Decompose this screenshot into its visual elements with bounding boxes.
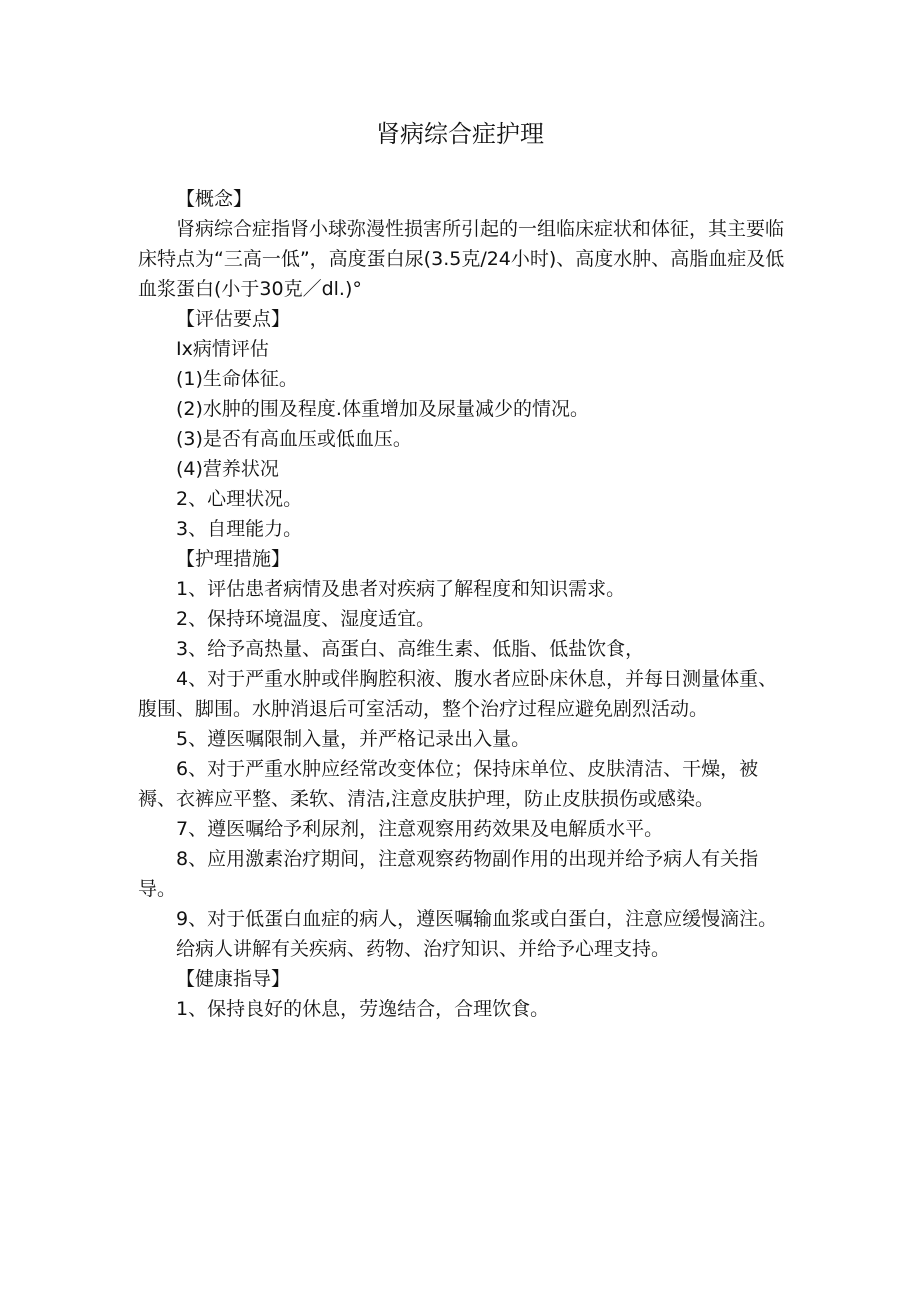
health-item: 1、保持良好的休息，劳逸结合，合理饮食。 bbox=[176, 998, 550, 1020]
nursing-heading: 【护理措施】 bbox=[176, 548, 291, 570]
document-title: 肾病综合症护理 bbox=[376, 120, 544, 148]
nursing-item: 4、对于严重水肿或伴胸腔积液、腹水者应卧床休息，并每日测量体重、腹围、脚围。水肿消退后可室活动，整个治疗过程应避免剧烈活动。 bbox=[138, 668, 778, 720]
assessment-item: (3)是否有高血压或低血压。 bbox=[176, 428, 412, 450]
nursing-item: 6、对于严重水肿应经常改变体位；保持床单位、皮肤清洁、干燥，被褥、衣裤应平整、柔软、清洁,注意皮肤护理，防止皮肤损伤或感染。 bbox=[138, 758, 759, 810]
assessment-item: (1)生命体征。 bbox=[176, 368, 298, 390]
document-body bbox=[138, 184, 788, 1024]
assessment-item: 2、心理状况。 bbox=[176, 488, 303, 510]
nursing-item: 7、遵医嘱给予利尿剂，注意观察用药效果及电解质水平。 bbox=[176, 818, 664, 840]
nursing-item: 2、保持环境温度、湿度适宜。 bbox=[176, 608, 436, 630]
assessment-item: (4)营养状况 bbox=[176, 458, 279, 480]
nursing-item: 1、评估患者病情及患者对疾病了解程度和知识需求。 bbox=[176, 578, 626, 600]
assessment-item: 3、自理能力。 bbox=[176, 518, 303, 540]
concept-heading: 【概念】 bbox=[176, 188, 253, 210]
nursing-item: 5、遵医嘱限制入量，并严格记录出入量。 bbox=[176, 728, 531, 750]
assessment-item: Ix病情评估 bbox=[176, 338, 269, 360]
assessment-item: (2)水肿的围及程度.体重增加及尿量减少的情况。 bbox=[176, 398, 589, 420]
nursing-item: 3、给予高热量、高蛋白、高维生素、低脂、低盐饮食， bbox=[176, 638, 645, 660]
nursing-item: 9、对于低蛋白血症的病人，遵医嘱输血浆或白蛋白，注意应缓慢滴注。 bbox=[176, 908, 778, 930]
nursing-item: 给病人讲解有关疾病、药物、治疗知识、并给予心理支持。 bbox=[176, 938, 671, 960]
nursing-item: 8、应用激素治疗期间，注意观察药物副作用的出现并给予病人有关指导。 bbox=[138, 848, 759, 900]
health-heading: 【健康指导】 bbox=[176, 968, 291, 990]
concept-paragraph: 肾病综合症指肾小球弥漫性损害所引起的一组临床症状和体征，其主要临床特点为“三高一低”，高度蛋白尿(3.5克/24小时)、高度水肿、高脂血症及低血浆蛋白(小于30克／dl.)° bbox=[138, 218, 785, 300]
assessment-heading: 【评估要点】 bbox=[176, 308, 291, 330]
